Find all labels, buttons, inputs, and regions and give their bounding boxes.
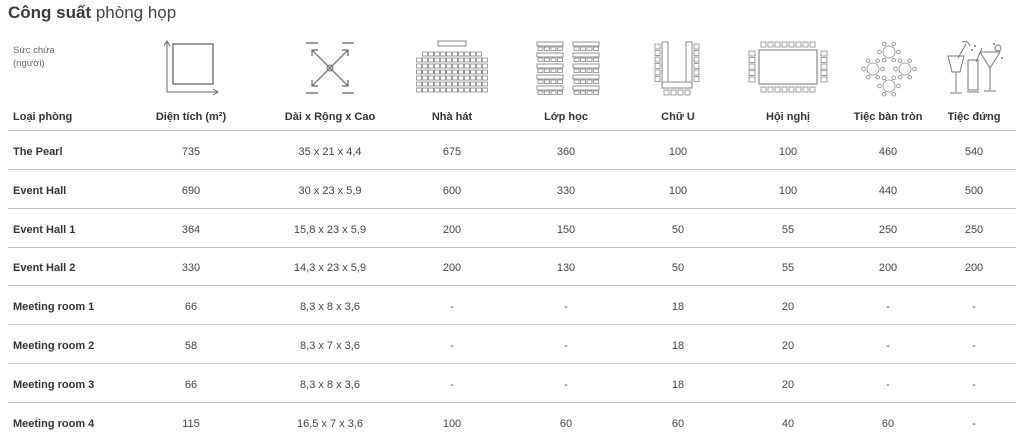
row-divider bbox=[8, 402, 1016, 403]
u-shape-seating-icon bbox=[652, 38, 702, 100]
table-cell: - bbox=[450, 301, 454, 314]
page-title-bold: Công suất bbox=[8, 3, 92, 22]
table-cell: 330 bbox=[556, 184, 576, 197]
table-cell: 330 bbox=[181, 262, 201, 275]
table-cell: 40 bbox=[781, 417, 795, 430]
header-area: Diện tích (m²) bbox=[155, 111, 227, 123]
row-room-name: Event Hall 2 bbox=[13, 262, 76, 275]
table-cell: 250 bbox=[878, 223, 898, 236]
table-cell: 60 bbox=[559, 417, 573, 430]
table-cell: 200 bbox=[442, 262, 462, 275]
table-cell: 100 bbox=[668, 146, 688, 158]
table-cell: 20 bbox=[781, 378, 795, 391]
table-cell: - bbox=[972, 378, 976, 391]
area-square-icon bbox=[161, 38, 221, 100]
table-cell: - bbox=[972, 340, 976, 352]
table-cell: 200 bbox=[878, 262, 898, 275]
page-title bbox=[8, 3, 176, 23]
capacity-label-line1: Sức chứa bbox=[13, 45, 55, 56]
header-theater: Nhà hát bbox=[431, 111, 473, 123]
header-divider bbox=[8, 130, 1016, 131]
table-cell: 8,3 x 8 x 3,6 bbox=[300, 378, 360, 391]
row-room-name: Meeting room 3 bbox=[13, 378, 95, 391]
table-cell: 115 bbox=[182, 417, 200, 430]
row-room-name: Event Hall bbox=[13, 184, 67, 197]
table-cell: 500 bbox=[964, 184, 984, 197]
header-standing-party: Tiệc đứng bbox=[947, 111, 1001, 123]
table-cell: 540 bbox=[964, 146, 984, 158]
table-cell: 364 bbox=[181, 223, 201, 236]
table-cell: 100 bbox=[778, 184, 798, 197]
table-cell: 35 x 21 x 4,4 bbox=[298, 146, 362, 158]
row-room-name: The Pearl bbox=[13, 146, 63, 158]
table-cell: 15,8 x 23 x 5,9 bbox=[293, 223, 367, 236]
table-cell: - bbox=[564, 301, 568, 314]
table-cell: - bbox=[972, 301, 976, 314]
row-divider bbox=[8, 324, 1016, 325]
round-table-banquet-icon bbox=[858, 38, 920, 100]
table-cell: 60 bbox=[881, 417, 895, 430]
row-divider bbox=[8, 247, 1016, 248]
table-cell: 16,5 x 7 x 3,6 bbox=[296, 417, 364, 430]
table-cell: - bbox=[886, 301, 890, 314]
row-room-name: Meeting room 4 bbox=[13, 417, 95, 430]
table-cell: - bbox=[886, 340, 890, 352]
table-cell: - bbox=[564, 340, 568, 352]
row-divider bbox=[8, 285, 1016, 286]
table-cell: 8,3 x 7 x 3,6 bbox=[300, 340, 360, 352]
table-cell: 100 bbox=[778, 146, 798, 158]
cocktail-glasses-icon bbox=[942, 38, 1006, 100]
row-divider bbox=[8, 208, 1016, 209]
table-cell: 30 x 23 x 5,9 bbox=[298, 184, 362, 197]
table-cell: 8,3 x 8 x 3,6 bbox=[300, 301, 360, 314]
page-title-rest: phòng họp bbox=[91, 3, 177, 22]
table-cell: 18 bbox=[671, 301, 685, 314]
table-cell: 20 bbox=[781, 301, 795, 314]
table-cell: 250 bbox=[964, 223, 984, 236]
row-room-name: Meeting room 2 bbox=[13, 340, 95, 352]
table-cell: 58 bbox=[184, 340, 198, 352]
table-cell: 675 bbox=[442, 146, 462, 158]
classroom-seating-icon bbox=[533, 38, 603, 100]
table-cell: - bbox=[972, 417, 976, 430]
table-cell: 100 bbox=[442, 417, 462, 430]
table-cell: 690 bbox=[181, 184, 201, 197]
table-cell: 460 bbox=[878, 146, 898, 158]
header-round-banquet: Tiệc bàn tròn bbox=[853, 111, 923, 123]
table-cell: 360 bbox=[556, 146, 576, 158]
header-classroom: Lớp học bbox=[544, 111, 588, 123]
header-u-shape: Chữ U bbox=[661, 111, 695, 123]
table-cell: 100 bbox=[668, 184, 688, 197]
table-cell: - bbox=[450, 340, 454, 352]
capacity-label bbox=[13, 44, 83, 70]
table-cell: 55 bbox=[781, 262, 795, 275]
table-cell: - bbox=[450, 378, 454, 391]
row-divider bbox=[8, 169, 1016, 170]
header-room-type: Loại phòng bbox=[13, 111, 73, 123]
table-cell: 55 bbox=[781, 223, 795, 236]
header-dimensions: Dài x Rộng x Cao bbox=[284, 111, 376, 123]
table-cell: 18 bbox=[671, 340, 685, 352]
capacity-label-line2: (người) bbox=[13, 58, 45, 69]
dimensions-arrows-icon bbox=[300, 38, 360, 100]
table-cell: 20 bbox=[781, 340, 795, 352]
table-cell: 735 bbox=[181, 146, 201, 158]
theater-seating-icon bbox=[410, 38, 494, 100]
table-cell: 18 bbox=[671, 378, 685, 391]
table-cell: 150 bbox=[556, 223, 576, 236]
table-cell: - bbox=[886, 378, 890, 391]
header-boardroom: Hội nghị bbox=[766, 111, 810, 123]
table-cell: 200 bbox=[442, 223, 462, 236]
row-room-name: Meeting room 1 bbox=[13, 301, 95, 314]
table-cell: 14,3 x 23 x 5,9 bbox=[293, 262, 367, 275]
row-divider bbox=[8, 363, 1016, 364]
table-cell: 66 bbox=[184, 378, 198, 391]
table-cell: 50 bbox=[671, 223, 685, 236]
table-cell: 200 bbox=[964, 262, 984, 275]
table-cell: 130 bbox=[556, 262, 576, 275]
table-cell: - bbox=[564, 378, 568, 391]
boardroom-seating-icon bbox=[745, 38, 831, 100]
table-cell: 66 bbox=[184, 301, 198, 314]
table-cell: 600 bbox=[442, 184, 462, 197]
table-cell: 50 bbox=[671, 262, 685, 275]
table-cell: 60 bbox=[671, 417, 685, 430]
table-cell: 440 bbox=[878, 184, 898, 197]
row-room-name: Event Hall 1 bbox=[13, 223, 76, 236]
